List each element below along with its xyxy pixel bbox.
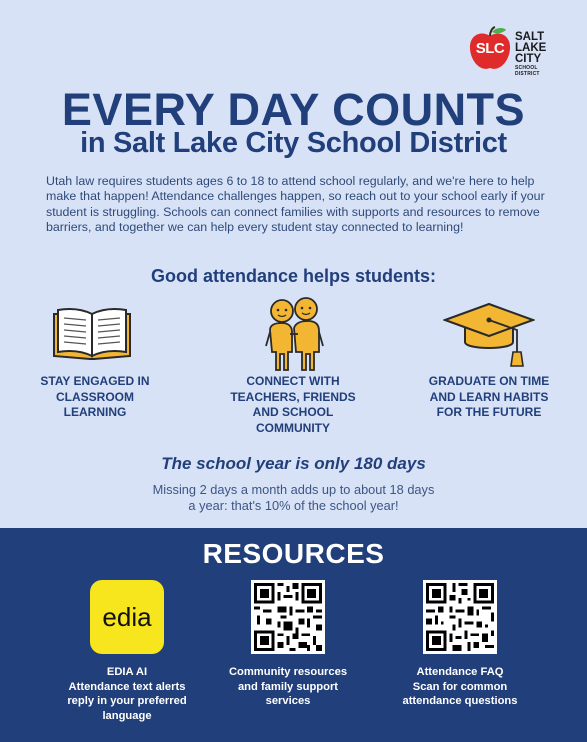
resource-label-line: Attendance FAQ xyxy=(416,666,504,678)
resource-label-line: language xyxy=(102,709,152,722)
logo-badge: SLC xyxy=(475,40,505,57)
intro-paragraph: Utah law requires students ages 6 to 18 to attend school regularly, and we're here to help make that happen! Attendance challenges happen, so reach out to your school early if your student is struggling. Schools can connect families with supports and resources to remove barriers, and together we can help every student stay connected to learning! xyxy=(46,174,545,235)
school-year-detail xyxy=(0,482,587,514)
resource-label-line: EDIA AI xyxy=(106,666,148,678)
benefit-label: STAY ENGAGED IN CLASSROOM LEARNING xyxy=(40,374,150,419)
logo-subline: SCHOOL DISTRICT xyxy=(515,65,540,77)
logo-line: LAKE xyxy=(515,42,547,54)
resource-label-line: Community resources xyxy=(228,666,348,678)
resource-label-line: and family support xyxy=(237,680,339,693)
resources-title: RESOURCES xyxy=(202,538,385,569)
benefit-label: GRADUATE ON TIME AND LEARN HABITS FOR THE FUTURE xyxy=(428,374,550,419)
detail-line: Missing 2 days a month adds up to about 18 days xyxy=(152,482,435,497)
friends-icon xyxy=(262,296,326,372)
edia-logo[interactable]: edia xyxy=(90,580,164,654)
graduation-cap-icon xyxy=(443,300,535,370)
page-title: EVERY DAY COUNTS xyxy=(61,84,526,135)
resource-label-line: services xyxy=(265,695,311,707)
logo-line: CITY xyxy=(515,53,542,65)
logo-line: SALT xyxy=(515,31,545,43)
resource-label xyxy=(208,665,368,709)
resource-label xyxy=(380,665,540,709)
qr-code-icon[interactable] xyxy=(423,580,497,654)
benefits-heading: Good attendance helps students: xyxy=(150,266,437,286)
open-book-icon xyxy=(50,306,134,364)
page-subtitle: in Salt Lake City School District xyxy=(80,127,507,159)
detail-line: a year: that's 10% of the school year! xyxy=(188,498,399,513)
resource-label xyxy=(47,665,207,723)
logo-wordmark xyxy=(515,32,553,77)
benefit-label: CONNECT WITH TEACHERS, FRIENDS AND SCHOOL COMMUNITY xyxy=(230,374,356,435)
resource-label-line: attendance questions xyxy=(402,695,518,707)
resource-label-line: Scan for common xyxy=(412,680,508,693)
school-year-headline: The school year is only 180 days xyxy=(161,454,426,473)
qr-code-icon[interactable] xyxy=(251,580,325,654)
district-logo xyxy=(467,18,553,78)
resource-label-line: Attendance text alerts xyxy=(68,680,186,693)
resource-label-line: reply in your preferred xyxy=(67,695,187,707)
